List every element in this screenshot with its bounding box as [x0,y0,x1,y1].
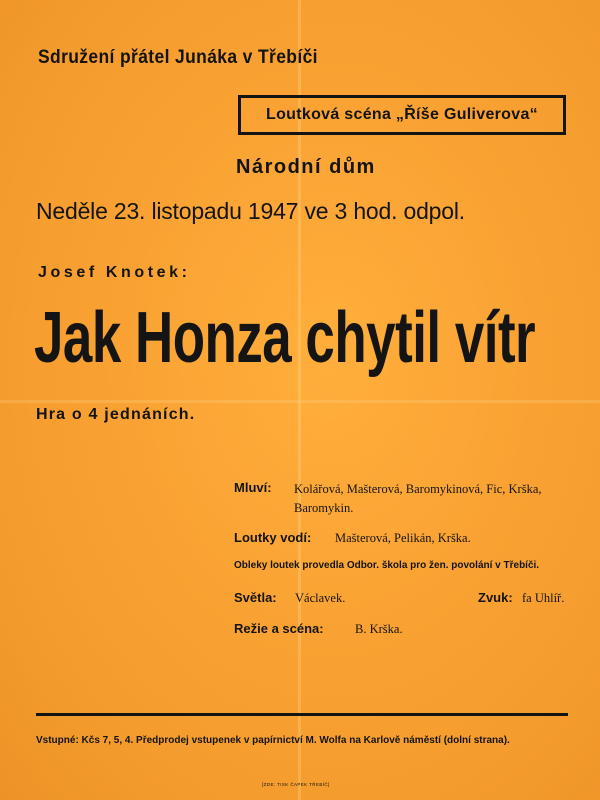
sound-label: Zvuk: [478,590,513,605]
cast-label: Mluví: [234,480,272,495]
cast-names: Kolářová, Mašterová, Baromykinová, Fic, Krška, Baromykin. [294,482,542,515]
sound-name: fa Uhlíř. [522,591,565,605]
event-date: Neděle 23. listopadu 1947 ve 3 hod. odpol. [36,198,465,224]
puppet-scene-name: Loutková scéna „Říše Guliverova“ [266,106,538,123]
direction-name: B. Krška. [355,622,403,636]
play-subtitle: Hra o 4 jednáních. [36,406,196,423]
lighting-label: Světla: [234,590,277,605]
printer-imprint: [ZDE: TISK ČAPEK TŘEBÍČ] [262,782,330,787]
admission-info: Vstupné: Kčs 7, 5, 4. Předprodej vstupenek v papírnictví M. Wolfa na Karlově náměstí (dolní strana). [36,735,510,746]
puppeteers-names: Mašterová, Pelikán, Krška. [335,531,471,545]
lighting-name: Václavek. [295,591,346,605]
play-title: Jak Honza chytil vítr [34,297,536,378]
costumes-note: Obleky loutek provedla Odbor. škola pro žen. povolání v Třebíči. [234,560,540,571]
puppeteers-label: Loutky vodí: [234,530,312,545]
footer-rule [36,713,568,716]
venue: Národní dům [236,156,376,178]
direction-label: Režie a scéna: [234,621,324,636]
play-author: Josef Knotek: [38,264,191,281]
puppet-scene-box [238,95,566,135]
organizer-line: Sdružení přátel Junáka v Třebíči [38,47,318,68]
paper-fold-horizontal [0,400,600,403]
